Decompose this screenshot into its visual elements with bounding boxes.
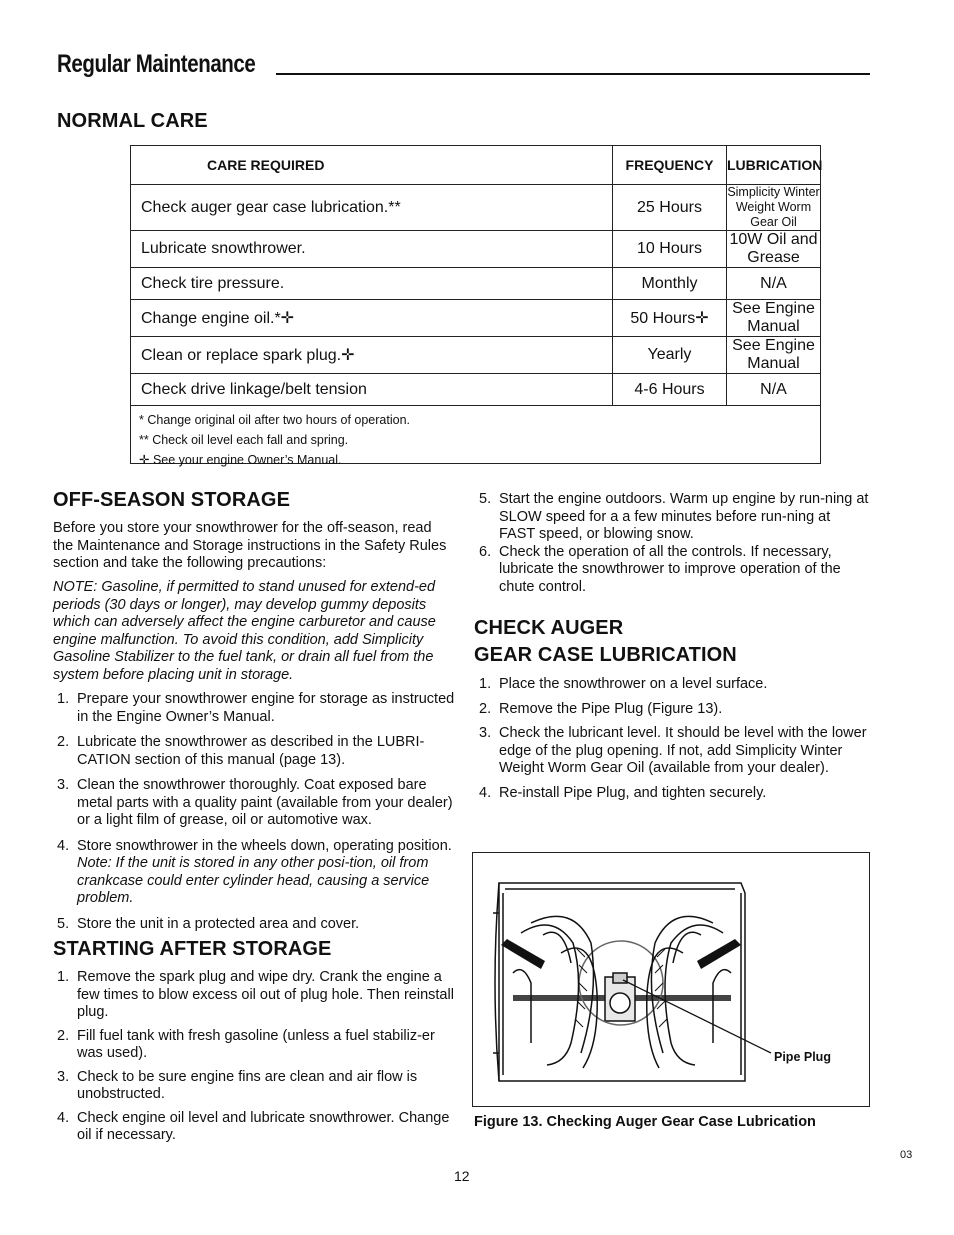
step-number: 2. xyxy=(57,734,70,750)
step-number: 2. xyxy=(479,700,492,717)
left-handle xyxy=(501,939,545,969)
step-number: 4. xyxy=(57,837,70,854)
starting-after-steps-right xyxy=(475,491,870,596)
step-text: Prepare your snowthrower engine for storage as instructed in the Engine Owner’s Manual. xyxy=(77,691,455,725)
off-season-intro: Before you store your snowthrower for the off-season, read the Maintenance and Storage instructions in the Safety Rules section and take the following precautions: xyxy=(53,520,447,571)
list-item xyxy=(475,676,870,694)
normal-care-heading: NORMAL CARE xyxy=(57,110,208,132)
figure-caption: Figure 13. Checking Auger Gear Case Lubrication xyxy=(474,1114,816,1130)
step-text: Re-install Pipe Plug, and tighten securely. xyxy=(499,784,767,801)
step-number: 3. xyxy=(57,1068,70,1085)
cell-lubrication: Simplicity Winter Weight Worm Gear Oil xyxy=(727,185,820,229)
step-number: 1. xyxy=(57,691,70,707)
list-item xyxy=(53,777,455,830)
table-note: ✛ See your engine Owner’s Manual. xyxy=(139,453,342,467)
table-header-row xyxy=(131,146,820,185)
list-item xyxy=(53,916,455,934)
table-row xyxy=(131,337,820,374)
check-auger-steps xyxy=(475,676,870,802)
table-notes xyxy=(131,406,820,470)
cell-lubrication: N/A xyxy=(727,374,821,406)
cell-frequency: Yearly xyxy=(613,337,727,374)
list-item xyxy=(53,1028,455,1063)
check-auger-heading xyxy=(474,615,737,669)
check-auger-heading-line1: CHECK AUGER xyxy=(474,617,624,639)
list-item xyxy=(475,491,870,544)
step-number: 1. xyxy=(57,969,70,985)
step-text: Check engine oil level and lubricate snowthrower. Change oil if necessary. xyxy=(77,1109,450,1143)
step-italic-note: Note: If the unit is stored in any other posi-tion, oil from crankcase could enter cylinder head, causing a service problem. xyxy=(77,855,430,906)
column-header-lubrication: LUBRICATION xyxy=(727,146,821,185)
cell-care: Check tire pressure. xyxy=(131,268,613,300)
step-number: 4. xyxy=(479,784,492,801)
list-item xyxy=(53,1110,455,1145)
list-item xyxy=(475,785,870,803)
page-code: 03 xyxy=(900,1149,913,1161)
auger-illustration xyxy=(473,853,869,1106)
list-item xyxy=(53,691,455,726)
cell-care: Lubricate snowthrower. xyxy=(131,231,613,268)
step-number: 3. xyxy=(57,777,70,793)
step-number: 1. xyxy=(479,676,492,692)
cell-lubrication: N/A xyxy=(727,268,821,300)
list-item xyxy=(53,734,455,769)
step-text: Check to be sure engine fins are clean and air flow is unobstructed. xyxy=(77,1068,418,1102)
table-note: ** Check oil level each fall and spring. xyxy=(139,433,349,447)
figure-13-box xyxy=(472,852,870,1107)
cell-lubrication: 10W Oil and Grease xyxy=(727,231,821,268)
header-rule xyxy=(276,73,870,75)
list-item xyxy=(53,838,455,908)
column-header-care: CARE REQUIRED xyxy=(131,146,613,185)
table-row xyxy=(131,268,820,300)
starting-after-storage-heading: STARTING AFTER STORAGE xyxy=(53,938,332,960)
step-number: 2. xyxy=(57,1027,70,1044)
pipe-plug-label: Pipe Plug xyxy=(774,1050,831,1064)
step-text: Start the engine outdoors. Warm up engine by run-ning at SLOW speed for a a few minutes before run-ning at FAST speed, or blowing snow. xyxy=(499,491,869,542)
table-row xyxy=(131,231,820,268)
right-handle xyxy=(697,939,741,969)
step-number: 3. xyxy=(479,725,492,741)
table-row xyxy=(131,374,820,406)
cell-frequency: 4-6 Hours xyxy=(613,374,727,406)
cell-care: Check auger gear case lubrication.** xyxy=(131,185,613,231)
cell-frequency: 10 Hours xyxy=(613,231,727,268)
step-text: Remove the spark plug and wipe dry. Crank the engine a few times to blow excess oil out of plug hole. Then reinstall plug. xyxy=(77,969,454,1020)
cell-frequency: Monthly xyxy=(613,268,727,300)
cell-lubrication: See Engine Manual xyxy=(727,300,821,337)
step-text: Clean the snowthrower thoroughly. Coat exposed bare metal parts with a quality paint (available from your dealer) or a light film of grease, oil or automotive wax. xyxy=(77,777,453,828)
table-note: * Change original oil after two hours of operation. xyxy=(139,413,410,427)
list-item xyxy=(475,544,870,597)
step-number: 5. xyxy=(479,491,492,507)
list-item xyxy=(53,969,455,1022)
list-item xyxy=(53,1069,455,1104)
step-text: Place the snowthrower on a level surface. xyxy=(499,676,768,692)
step-text: Store snowthrower in the wheels down, operating position. xyxy=(77,837,452,854)
off-season-steps xyxy=(53,691,455,933)
list-item xyxy=(475,701,870,719)
cell-care: Clean or replace spark plug.✛ xyxy=(131,337,613,374)
check-auger-heading-line2: GEAR CASE LUBRICATION xyxy=(474,644,737,666)
off-season-heading: OFF-SEASON STORAGE xyxy=(53,489,291,511)
cell-lubrication: See Engine Manual xyxy=(727,337,821,374)
column-header-frequency: FREQUENCY xyxy=(613,146,727,185)
page-number: 12 xyxy=(454,1168,470,1184)
cell-frequency: 25 Hours xyxy=(613,185,727,231)
step-text: Lubricate the snowthrower as described in the LUBRI-CATION section of this manual (page 13). xyxy=(77,734,425,768)
step-text: Remove the Pipe Plug (Figure 13). xyxy=(499,700,723,717)
step-number: 4. xyxy=(57,1109,70,1126)
step-text: Check the operation of all the controls. If necessary, lubricate the snowthrower to improve operation of the chute control. xyxy=(499,543,841,595)
table-row xyxy=(131,185,820,231)
gasoline-note: NOTE: Gasoline, if permitted to stand unused for extend-ed periods (30 days or longer), may develop gummy deposits which can adversely affect the engine carburetor and cause engine malfunction. To avoid this condition, add Simplicity Gasoline Stabilizer to the fuel tank, or drain all fuel from the system before placing unit in storage. xyxy=(53,579,436,683)
starting-after-steps-left xyxy=(53,969,455,1145)
table-row xyxy=(131,300,820,337)
list-item xyxy=(475,725,870,778)
page-title: Regular Maintenance xyxy=(57,50,256,78)
normal-care-table xyxy=(130,145,823,467)
step-text: Fill fuel tank with fresh gasoline (unless a fuel stabiliz-er was used). xyxy=(77,1027,435,1061)
step-number: 6. xyxy=(479,543,492,560)
step-text: Store the unit in a protected area and cover. xyxy=(77,915,360,932)
cell-frequency: 50 Hours✛ xyxy=(613,300,727,337)
step-text: Check the lubricant level. It should be level with the lower edge of the plug opening. If not, add Simplicity Winter Weight Worm Gear Oil (available from your dealer). xyxy=(499,725,867,776)
cell-care: Change engine oil.*✛ xyxy=(131,300,613,337)
cell-care: Check drive linkage/belt tension xyxy=(131,374,613,406)
step-number: 5. xyxy=(57,915,70,932)
